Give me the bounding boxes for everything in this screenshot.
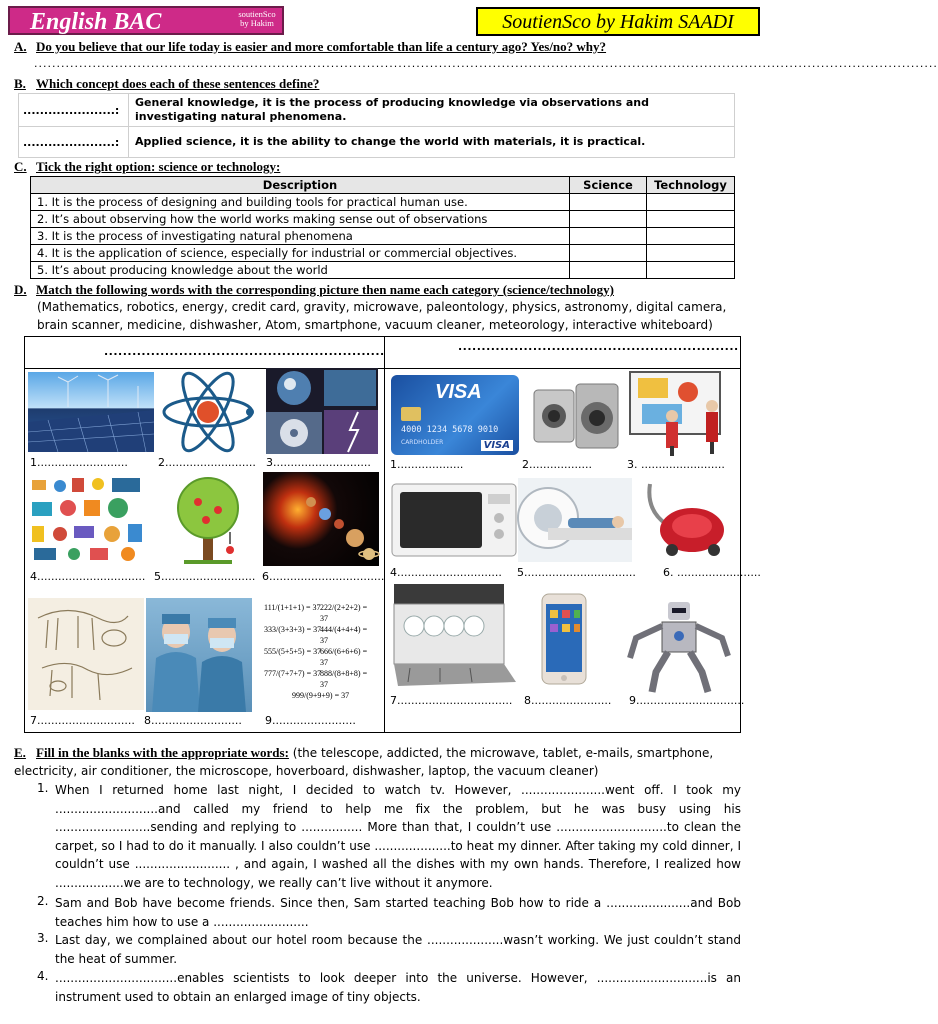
tree-icon: [170, 472, 246, 568]
caption-right-6[interactable]: 6. ........................: [663, 566, 761, 579]
definition-row: [19, 94, 735, 127]
caption-left-2[interactable]: 2..........................: [158, 456, 256, 469]
table-row: [31, 262, 735, 279]
title-banner: [8, 6, 284, 35]
math-formula-6: 666/(6+6+6) = 37: [320, 647, 368, 667]
math-formula-1: 111/(1+1+1) = 37: [264, 603, 321, 612]
meteorology-collage-image: [266, 368, 378, 454]
medicine-surgeons-image: [146, 598, 252, 712]
card-brand-small: VISA: [481, 440, 513, 451]
weather-icon: [266, 368, 378, 454]
technology-checkbox-cell[interactable]: [647, 211, 735, 228]
subtext-line-2: by Hakim: [240, 18, 274, 28]
science-checkbox-cell[interactable]: [570, 194, 647, 211]
atom-icon: [158, 370, 258, 454]
card-holder: CARDHOLDER: [401, 439, 444, 446]
camera-icon: [530, 376, 622, 454]
caption-right-3[interactable]: 3. ........................: [627, 458, 725, 471]
math-formula-8: 888/(8+8+8) = 37: [320, 669, 368, 689]
header-science: Science: [570, 177, 647, 194]
smartphone-image: [538, 592, 590, 686]
math-formula-2: 222/(2+2+2) = 37: [320, 603, 368, 623]
caption-left-1[interactable]: 1..........................: [30, 456, 128, 469]
caption-left-5[interactable]: 5...........................: [154, 570, 256, 583]
author-text: SoutienSco by Hakim SAADI: [502, 11, 734, 33]
science-checkbox-cell[interactable]: [570, 228, 647, 245]
caption-left-7[interactable]: 7............................: [30, 714, 135, 727]
smartphone-icon: [538, 592, 590, 686]
author-banner: [476, 7, 760, 36]
paleontology-image: [28, 598, 144, 710]
caption-right-5[interactable]: 5................................: [517, 566, 636, 579]
fill-blank-paragraph-4[interactable]: ................................enables scientists to look deeper into the universe. However, .............................is an instrument used to obtain an enlarged image of tiny objects.: [55, 971, 741, 1004]
question-text: Match the following words with the corresponding picture then name each category (science/technology): [36, 282, 614, 297]
surgeons-icon: [146, 598, 252, 712]
solar-panels-icon: [28, 372, 154, 452]
row-description: 3. It is the process of investigating natural phenomena: [31, 228, 570, 245]
question-letter: D.: [14, 282, 27, 297]
row-description: 1. It is the process of designing and building tools for practical human use.: [31, 194, 570, 211]
question-letter: E.: [14, 745, 26, 760]
robot-icon: [622, 598, 736, 694]
card-number: 4000 1234 5678 9010: [401, 425, 499, 435]
word-bank: (the telescope, addicted, the microwave, tablet, e-mails, smartphone, electricity, air conditioner, the microscope, hoverboard, dishwasher, laptop, the vacuum cleaner): [14, 746, 714, 778]
header-technology: Technology: [647, 177, 735, 194]
question-letter: A.: [14, 39, 27, 54]
question-b: [14, 76, 319, 91]
technology-checkbox-cell[interactable]: [647, 245, 735, 262]
caption-left-4[interactable]: 4...............................: [30, 570, 146, 583]
math-formula-4: 444/(4+4+4) = 37: [320, 625, 368, 645]
fill-blank-paragraph-1[interactable]: When I returned home last night, I decided to watch tv. However, ......................went off. I took my ...........................and called my friend to help me fix the problem, but he was busy using his .........................sending and replying to ................ More than that, I couldn’t use .............................to clean the carpet, so I had to do it manually. I also couldn’t use ....................to heat my dinner. After taking my cold dinner, I couldn’t use ......................... , and again, I washed all the dishes with my own hands. Therefore, I realized how ..................we are to technology, we really can’t live without it anymore.: [55, 783, 741, 890]
science-checkbox-cell[interactable]: [570, 245, 647, 262]
page-title: English BAC: [30, 9, 162, 35]
mathematics-image: [262, 600, 376, 710]
tick-table: [30, 176, 735, 279]
card-brand: VISA: [435, 381, 482, 403]
technology-checkbox-cell[interactable]: [647, 262, 735, 279]
subtext-line-1: soutienSco: [238, 9, 276, 19]
vacuum-icon: [636, 480, 734, 562]
table-row: [31, 194, 735, 211]
math-formula-7: 777/(7+7+7) = 37: [264, 669, 322, 678]
question-letter: C.: [14, 159, 27, 174]
answer-blank[interactable]: ......................:: [19, 94, 129, 127]
fossil-bones-icon: [28, 598, 144, 710]
whiteboard-icon: [628, 368, 732, 456]
caption-right-8[interactable]: 8.......................: [524, 694, 612, 707]
brain-scanner-image: [518, 478, 632, 562]
dishwasher-image: [390, 582, 518, 688]
caption-right-9[interactable]: 9...............................: [629, 694, 745, 707]
robot-image: [622, 598, 736, 694]
question-c: [14, 159, 280, 174]
category-left-blank[interactable]: ............................................................: [104, 345, 385, 358]
row-description: 2. It’s about observing how the world works making sense out of observations: [31, 211, 570, 228]
fill-blank-paragraph-2[interactable]: Sam and Bob have become friends. Since then, Sam started teaching Bob how to ride a ......................and Bob teaches him how to use a .........................: [55, 896, 741, 929]
question-text: Tick the right option: science or technology:: [36, 159, 281, 174]
table-row: [31, 211, 735, 228]
dishwasher-icon: [390, 582, 518, 688]
table-row: [31, 245, 735, 262]
physics-icon: [28, 474, 148, 566]
astronomy-image: [263, 472, 379, 566]
caption-left-8[interactable]: 8..........................: [144, 714, 242, 727]
question-text: Which concept does each of these sentences define?: [36, 76, 320, 91]
atom-image: [158, 370, 258, 454]
caption-left-3[interactable]: 3............................: [266, 456, 371, 469]
interactive-whiteboard-image: [628, 368, 732, 456]
question-text: Fill in the blanks with the appropriate words:: [36, 745, 289, 760]
vacuum-cleaner-image: [636, 480, 734, 562]
solar-panels-image: [28, 372, 154, 452]
word-list: (Mathematics, robotics, energy, credit card, gravity, microwave, paleontology, physics, astronomy, digital camera, brain scanner, medicine, dishwasher, Atom, smartphone, vacuum cleaner, meteorology, interactive whiteboard): [37, 300, 727, 332]
technology-checkbox-cell[interactable]: [647, 194, 735, 211]
item-number: 2.: [37, 894, 49, 908]
caption-right-7[interactable]: 7.................................: [390, 694, 513, 707]
science-checkbox-cell[interactable]: [570, 211, 647, 228]
scanner-icon: [518, 478, 632, 562]
caption-right-2[interactable]: 2..................: [522, 458, 592, 471]
header-description: Description: [31, 177, 570, 194]
answer-dots: .........................................................................................................................................................................................................: [34, 57, 938, 70]
row-description: 5. It’s about producing knowledge about the world: [31, 262, 570, 279]
definition-text: Applied science, it is the ability to change the world with materials, it is practical.: [129, 127, 735, 158]
question-text: Do you believe that our life today is easier and more comfortable than life a century ago? Yes/no? why?: [36, 39, 607, 54]
row-description: 4. It is the application of science, especially for industrial or commercial objectives.: [31, 245, 570, 262]
question-e: [14, 744, 744, 780]
science-checkbox-cell[interactable]: [570, 262, 647, 279]
fill-blank-paragraph-3[interactable]: Last day, we complained about our hotel room because the ....................wasn’t working. We just couldn’t stand the heat of summer.: [55, 933, 741, 966]
credit-card-image: [391, 375, 519, 455]
category-right-blank[interactable]: ............................................................: [458, 340, 739, 353]
physics-icons-image: [28, 474, 148, 566]
caption-left-9[interactable]: 9........................: [265, 714, 356, 727]
column-divider: [384, 336, 385, 733]
microwave-icon: [390, 478, 518, 560]
microwave-image: [390, 478, 518, 560]
caption-right-4[interactable]: 4..............................: [390, 566, 502, 579]
caption-right-1[interactable]: 1...................: [390, 458, 464, 471]
definition-row: [19, 127, 735, 158]
question-letter: B.: [14, 76, 26, 91]
item-number: 3.: [37, 931, 49, 945]
math-formula-3: 333/(3+3+3) = 37: [264, 625, 322, 634]
definition-table: [18, 93, 735, 158]
planets-icon: [263, 472, 379, 566]
answer-blank[interactable]: ......................:: [19, 127, 129, 158]
definition-text: General knowledge, it is the process of producing knowledge via observations and investigating natural phenomena.: [129, 94, 735, 127]
item-number: 1.: [37, 781, 49, 795]
math-formula-9: 999/(9+9+9) = 37: [292, 691, 350, 700]
title-subtext: [232, 10, 282, 28]
caption-left-6[interactable]: 6.................................: [262, 570, 385, 583]
gravity-tree-image: [170, 472, 246, 568]
digital-camera-image: [530, 376, 622, 454]
technology-checkbox-cell[interactable]: [647, 228, 735, 245]
card-chip-icon: [401, 407, 421, 421]
question-a: [14, 39, 606, 54]
item-number: 4.: [37, 969, 49, 983]
table-row: [31, 228, 735, 245]
table-header-row: [31, 177, 735, 194]
math-formula-5: 555/(5+5+5) = 37: [264, 647, 322, 656]
question-d: [14, 282, 614, 297]
